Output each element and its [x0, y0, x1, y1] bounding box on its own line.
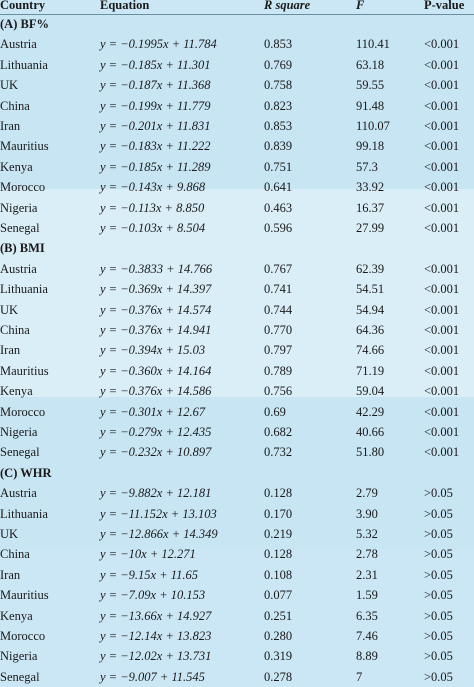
cell-equation: y = −0.232x + 10.897 [100, 445, 212, 460]
cell-r-square: 0.751 [264, 159, 293, 174]
table-row [0, 340, 474, 360]
cell-p-value: >0.05 [424, 649, 453, 664]
cell-p-value: <0.001 [424, 180, 460, 195]
cell-r-square: 0.280 [264, 629, 293, 643]
cell-country: Kenya [0, 159, 33, 174]
cell-p-value: <0.001 [424, 139, 460, 154]
cell-country: UK [0, 78, 19, 93]
cell-equation: y = −0.394x + 15.03 [100, 343, 206, 358]
cell-p-value: <0.001 [424, 200, 460, 215]
table-row [0, 279, 474, 299]
cell-equation: y = −0.113x + 8.850 [100, 200, 205, 215]
table-row [0, 606, 474, 626]
header-f: F [356, 0, 365, 12]
section-title-row [0, 463, 474, 483]
table-row [0, 136, 474, 156]
cell-f: 2.79 [356, 486, 378, 501]
cell-f: 1.59 [356, 588, 378, 603]
cell-r-square: 0.839 [264, 139, 293, 154]
cell-r-square: 0.853 [264, 37, 293, 52]
cell-p-value: >0.05 [424, 506, 453, 521]
cell-f: 16.37 [356, 200, 385, 215]
cell-p-value: >0.05 [424, 547, 453, 562]
cell-f: 2.31 [356, 567, 378, 582]
cell-r-square: 0.770 [264, 323, 293, 337]
cell-r-square: 0.767 [264, 261, 293, 276]
cell-p-value: >0.05 [424, 608, 453, 623]
cell-r-square: 0.797 [264, 343, 293, 358]
cell-p-value: <0.001 [424, 37, 460, 52]
cell-f: 57.3 [356, 159, 378, 174]
table-row [0, 646, 474, 666]
cell-r-square: 0.682 [264, 425, 293, 439]
cell-equation: y = −0.1995x + 11.784 [100, 37, 217, 52]
cell-p-value: <0.001 [424, 404, 460, 419]
cell-country: Nigeria [0, 200, 38, 215]
cell-equation: y = −12.02x + 13.731 [100, 649, 212, 664]
table-row [0, 544, 474, 564]
cell-f: 64.36 [356, 323, 385, 337]
cell-r-square: 0.641 [264, 180, 293, 195]
cell-equation: y = −13.66x + 14.927 [100, 608, 212, 623]
cell-r-square: 0.732 [264, 445, 293, 460]
cell-equation: y = −0.301x + 12.67 [100, 404, 206, 419]
table-row [0, 402, 474, 422]
cell-f: 51.80 [356, 445, 385, 460]
table-row [0, 361, 474, 381]
cell-p-value: >0.05 [424, 567, 453, 582]
cell-f: 33.92 [356, 180, 385, 195]
cell-r-square: 0.744 [264, 302, 293, 317]
cell-equation: y = −7.09x + 10.153 [100, 588, 206, 603]
cell-p-value: >0.05 [424, 629, 453, 643]
cell-equation: y = −0.279x + 12.435 [100, 425, 212, 439]
cell-p-value: <0.001 [424, 159, 460, 174]
cell-r-square: 0.278 [264, 669, 293, 684]
cell-country: Mauritius [0, 139, 49, 154]
cell-r-square: 0.756 [264, 384, 293, 399]
cell-equation: y = −0.183x + 11.222 [100, 139, 211, 154]
table-row [0, 218, 474, 238]
cell-country: China [0, 323, 30, 337]
table-row [0, 667, 474, 687]
cell-equation: y = −0.376x + 14.941 [100, 323, 212, 337]
cell-p-value: >0.05 [424, 669, 453, 684]
cell-f: 3.90 [356, 506, 378, 521]
cell-r-square: 0.69 [264, 404, 286, 419]
cell-p-value: <0.001 [424, 57, 460, 72]
cell-equation: y = −9.007 + 11.545 [100, 669, 205, 684]
cell-f: 59.55 [356, 78, 385, 93]
table-row [0, 504, 474, 524]
table-row [0, 259, 474, 279]
cell-p-value: >0.05 [424, 588, 453, 603]
cell-equation: y = −0.376x + 14.586 [100, 384, 212, 399]
cell-country: Morocco [0, 629, 46, 643]
cell-country: UK [0, 302, 19, 317]
cell-r-square: 0.823 [264, 98, 293, 113]
cell-r-square: 0.769 [264, 57, 293, 72]
table-row [0, 157, 474, 177]
cell-f: 71.19 [356, 363, 385, 378]
cell-p-value: <0.001 [424, 282, 460, 297]
cell-f: 74.66 [356, 343, 385, 358]
cell-f: 54.51 [356, 282, 385, 297]
cell-f: 6.35 [356, 608, 378, 623]
section-title: (C) WHR [0, 465, 52, 480]
cell-f: 62.39 [356, 261, 385, 276]
table-row [0, 585, 474, 605]
cell-country: Lithuania [0, 506, 48, 521]
cell-p-value: <0.001 [424, 119, 460, 133]
cell-equation: y = −9.882x + 12.181 [100, 486, 212, 501]
cell-p-value: >0.05 [424, 527, 453, 541]
cell-f: 2.78 [356, 547, 378, 562]
cell-country: Kenya [0, 608, 33, 623]
cell-r-square: 0.108 [264, 567, 293, 582]
cell-country: Lithuania [0, 282, 48, 297]
cell-f: 7 [356, 669, 363, 684]
cell-r-square: 0.758 [264, 78, 293, 93]
cell-r-square: 0.741 [264, 282, 293, 297]
cell-equation: y = −0.376x + 14.574 [100, 302, 212, 317]
table-row [0, 524, 474, 544]
table-row [0, 177, 474, 197]
cell-f: 42.29 [356, 404, 385, 419]
header-r-square: R square [264, 0, 311, 12]
table-row [0, 565, 474, 585]
cell-r-square: 0.789 [264, 363, 293, 378]
cell-country: China [0, 547, 30, 562]
cell-equation: y = −12.866x + 14.349 [100, 527, 218, 541]
cell-country: Mauritius [0, 588, 49, 603]
cell-f: 59.04 [356, 384, 385, 399]
cell-country: Lithuania [0, 57, 48, 72]
table-row [0, 198, 474, 218]
cell-p-value: <0.001 [424, 98, 460, 113]
cell-r-square: 0.219 [264, 527, 293, 541]
table-row [0, 300, 474, 320]
cell-equation: y = −12.14x + 13.823 [100, 629, 212, 643]
cell-equation: y = −0.369x + 14.397 [100, 282, 212, 297]
cell-equation: y = −11.152x + 13.103 [100, 506, 217, 521]
cell-equation: y = −0.3833 + 14.766 [100, 261, 213, 276]
cell-equation: y = −0.103x + 8.504 [100, 221, 206, 235]
table-header [0, 0, 474, 15]
table-row [0, 626, 474, 646]
section-title: (B) BMI [0, 241, 45, 256]
table-row [0, 422, 474, 442]
cell-f: 27.99 [356, 221, 385, 235]
section-title: (A) BF% [0, 17, 49, 31]
cell-f: 5.32 [356, 527, 378, 541]
cell-f: 110.41 [356, 37, 390, 52]
table-row [0, 442, 474, 462]
cell-country: Senegal [0, 669, 40, 684]
cell-equation: y = −0.185x + 11.289 [100, 159, 211, 174]
table-row [0, 96, 474, 116]
cell-r-square: 0.319 [264, 649, 293, 664]
table-row [0, 381, 474, 401]
cell-country: China [0, 98, 30, 113]
cell-f: 8.89 [356, 649, 378, 664]
cell-p-value: <0.001 [424, 384, 460, 399]
cell-country: Austria [0, 261, 37, 276]
cell-equation: y = −0.199x + 11.779 [100, 98, 211, 113]
cell-p-value: <0.001 [424, 343, 460, 358]
cell-equation: y = −0.201x + 11.831 [100, 119, 211, 133]
cell-f: 63.18 [356, 57, 385, 72]
cell-country: Iran [0, 119, 21, 133]
cell-country: Austria [0, 486, 37, 501]
cell-p-value: <0.001 [424, 78, 460, 93]
table-row [0, 320, 474, 340]
cell-p-value: <0.001 [424, 221, 460, 235]
table-row [0, 483, 474, 503]
section-title-row [0, 238, 474, 258]
cell-f: 7.46 [356, 629, 378, 643]
header-country: Country [0, 0, 46, 12]
cell-country: UK [0, 527, 19, 541]
cell-country: Austria [0, 37, 37, 52]
cell-equation: y = −10x + 12.271 [100, 547, 196, 562]
cell-country: Senegal [0, 221, 40, 235]
table-row [0, 116, 474, 136]
cell-f: 99.18 [356, 139, 385, 154]
cell-equation: y = −0.143x + 9.868 [100, 180, 206, 195]
cell-p-value: <0.001 [424, 302, 460, 317]
cell-f: 91.48 [356, 98, 385, 113]
cell-p-value: <0.001 [424, 425, 460, 439]
cell-p-value: <0.001 [424, 445, 460, 460]
cell-r-square: 0.077 [264, 588, 293, 603]
cell-country: Morocco [0, 404, 46, 419]
table-row [0, 55, 474, 75]
cell-p-value: <0.001 [424, 261, 460, 276]
cell-p-value: <0.001 [424, 323, 460, 337]
cell-f: 110.07 [356, 119, 390, 133]
cell-country: Senegal [0, 445, 40, 460]
section-title-row [0, 14, 474, 34]
cell-country: Iran [0, 567, 21, 582]
cell-r-square: 0.596 [264, 221, 293, 235]
cell-equation: y = −0.187x + 11.368 [100, 78, 211, 93]
cell-equation: y = −0.185x + 11.301 [100, 57, 211, 72]
cell-r-square: 0.463 [264, 200, 293, 215]
cell-country: Iran [0, 343, 21, 358]
cell-r-square: 0.251 [264, 608, 293, 623]
table-row [0, 75, 474, 95]
cell-p-value: >0.05 [424, 486, 453, 501]
header-p-value: P-value [424, 0, 465, 12]
cell-country: Mauritius [0, 363, 49, 378]
cell-country: Morocco [0, 180, 46, 195]
cell-r-square: 0.128 [264, 486, 293, 501]
cell-f: 54.94 [356, 302, 385, 317]
cell-equation: y = −9.15x + 11.65 [100, 567, 198, 582]
cell-country: Nigeria [0, 649, 38, 664]
cell-f: 40.66 [356, 425, 385, 439]
cell-equation: y = −0.360x + 14.164 [100, 363, 212, 378]
cell-p-value: <0.001 [424, 363, 460, 378]
cell-r-square: 0.853 [264, 119, 293, 133]
cell-r-square: 0.128 [264, 547, 293, 562]
table-row [0, 34, 474, 54]
cell-r-square: 0.170 [264, 506, 293, 521]
cell-country: Kenya [0, 384, 33, 399]
header-equation: Equation [100, 0, 150, 12]
cell-country: Nigeria [0, 425, 38, 439]
